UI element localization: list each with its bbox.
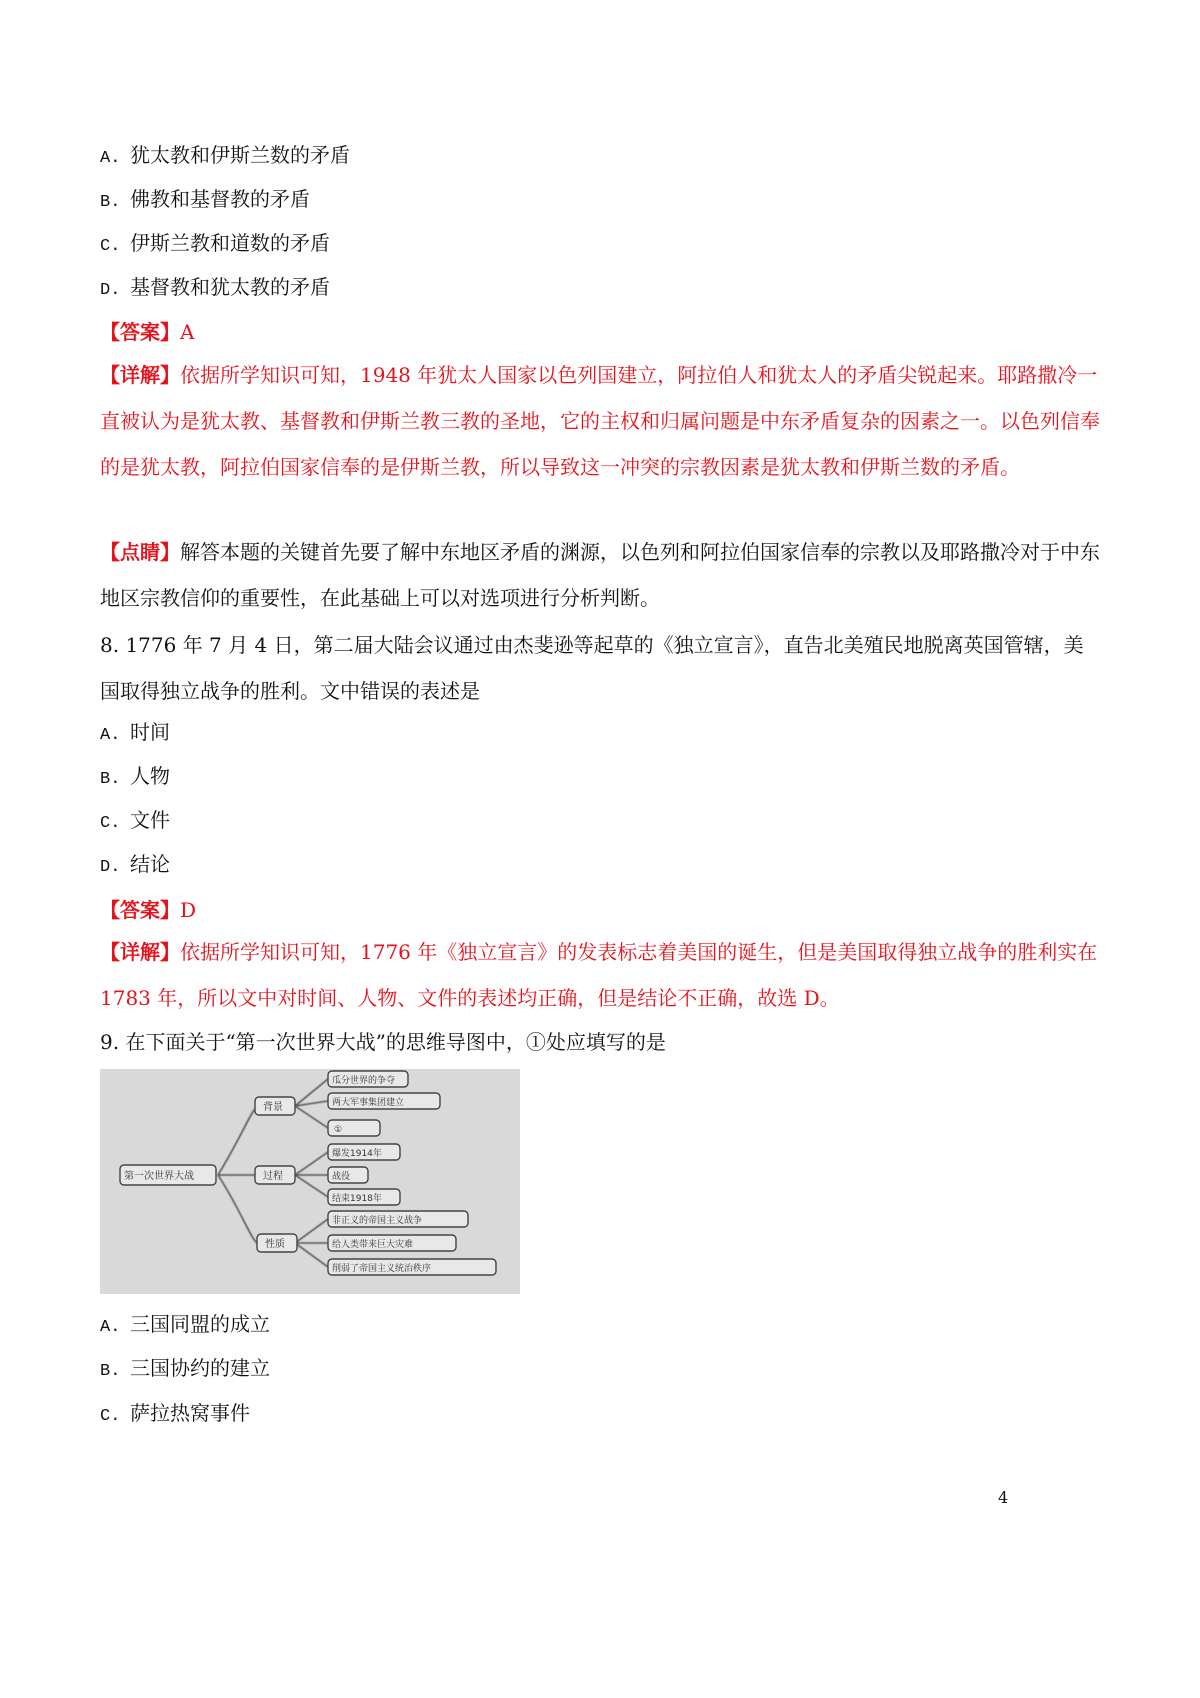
q8-option-c: C. 文件 bbox=[100, 808, 170, 833]
q9-option-b: B. 三国协约的建立 bbox=[100, 1356, 270, 1381]
q7-option-d: D. 基督教和犹太教的矛盾 bbox=[100, 275, 330, 300]
q8-answer: 【答案】D bbox=[100, 898, 197, 922]
q7-option-c: C. 伊斯兰教和道数的矛盾 bbox=[100, 231, 330, 256]
leaf-label: 战役 bbox=[332, 1172, 351, 1182]
leaf-label: 爆发1914年 bbox=[332, 1149, 382, 1159]
mindmap-figure bbox=[100, 1069, 520, 1294]
q7-option-b: B. 佛教和基督教的矛盾 bbox=[100, 187, 310, 212]
leaf-label: 瓜分世界的争夺 bbox=[332, 1076, 396, 1086]
q8-option-b: B. 人物 bbox=[100, 764, 170, 789]
q9-stem: 9. 在下面关于“第一次世界大战”的思维导图中，①处应填写的是 bbox=[100, 1030, 666, 1054]
q8-option-a: A. 时间 bbox=[100, 720, 170, 745]
leaf-label: 两大军事集团建立 bbox=[332, 1098, 405, 1108]
q7-option-a: A. 犹太教和伊斯兰数的矛盾 bbox=[100, 143, 350, 168]
leaf-label: 削弱了帝国主义统治秩序 bbox=[332, 1264, 432, 1274]
q9-option-a: A. 三国同盟的成立 bbox=[100, 1312, 270, 1337]
branch-label-background: 背景 bbox=[263, 1102, 283, 1113]
leaf-label-blank-marker: ① bbox=[334, 1125, 343, 1135]
edge-root-background bbox=[218, 1109, 255, 1175]
branch-label-nature: 性质 bbox=[265, 1239, 285, 1250]
q8-option-d: D. 结论 bbox=[100, 852, 170, 877]
mindmap-root-label: 第一次世界大战 bbox=[124, 1171, 194, 1182]
q8-stem: 8. 1776 年 7 月 4 日，第二届大陆会议通过由杰斐逊等起草的《独立宣言》，直告北美殖民地脱离英国管辖，美国取得独立战争的胜利。文中错误的表述是 bbox=[100, 633, 1084, 703]
q7-tip: 【点睛】解答本题的关键首先要了解中东地区矛盾的渊源，以色列和阿拉伯国家信奉的宗教以及耶路撒冷对于中东地区宗教信仰的重要性，在此基础上可以对选项进行分析判断。 bbox=[100, 540, 1100, 610]
edge-root-nature bbox=[218, 1175, 257, 1243]
leaf-label: 结束1918年 bbox=[332, 1194, 382, 1204]
branch-label-process: 过程 bbox=[263, 1171, 283, 1182]
page-number: 4 bbox=[998, 1488, 1009, 1507]
leaf-label: 给人类带来巨大灾难 bbox=[332, 1240, 414, 1250]
q7-answer: 【答案】A bbox=[100, 320, 195, 344]
leaf-label: 非正义的帝国主义战争 bbox=[332, 1216, 423, 1226]
q7-detail: 【详解】依据所学知识可知，1948 年犹太人国家以色列国建立，阿拉伯人和犹太人的矛盾尖锐起来。耶路撒冷一直被认为是犹太教、基督教和伊斯兰教三教的圣地，它的主权和归属问题是中东矛盾复杂的因素之一。以色列信奉的是犹太教，阿拉伯国家信奉的是伊斯兰教，所以导致这一冲突的宗教因素是犹太教和伊斯兰数的矛盾。 bbox=[100, 363, 1100, 479]
q9-option-c: C. 萨拉热窝事件 bbox=[100, 1401, 250, 1426]
mindmap-diagram bbox=[100, 1069, 520, 1294]
q8-detail: 【详解】依据所学知识可知，1776 年《独立宣言》的发表标志着美国的诞生，但是美国取得独立战争的胜利实在 1783 年，所以文中对时间、人物、文件的表述均正确，但是结论不正确，故选 D。 bbox=[100, 940, 1098, 1010]
